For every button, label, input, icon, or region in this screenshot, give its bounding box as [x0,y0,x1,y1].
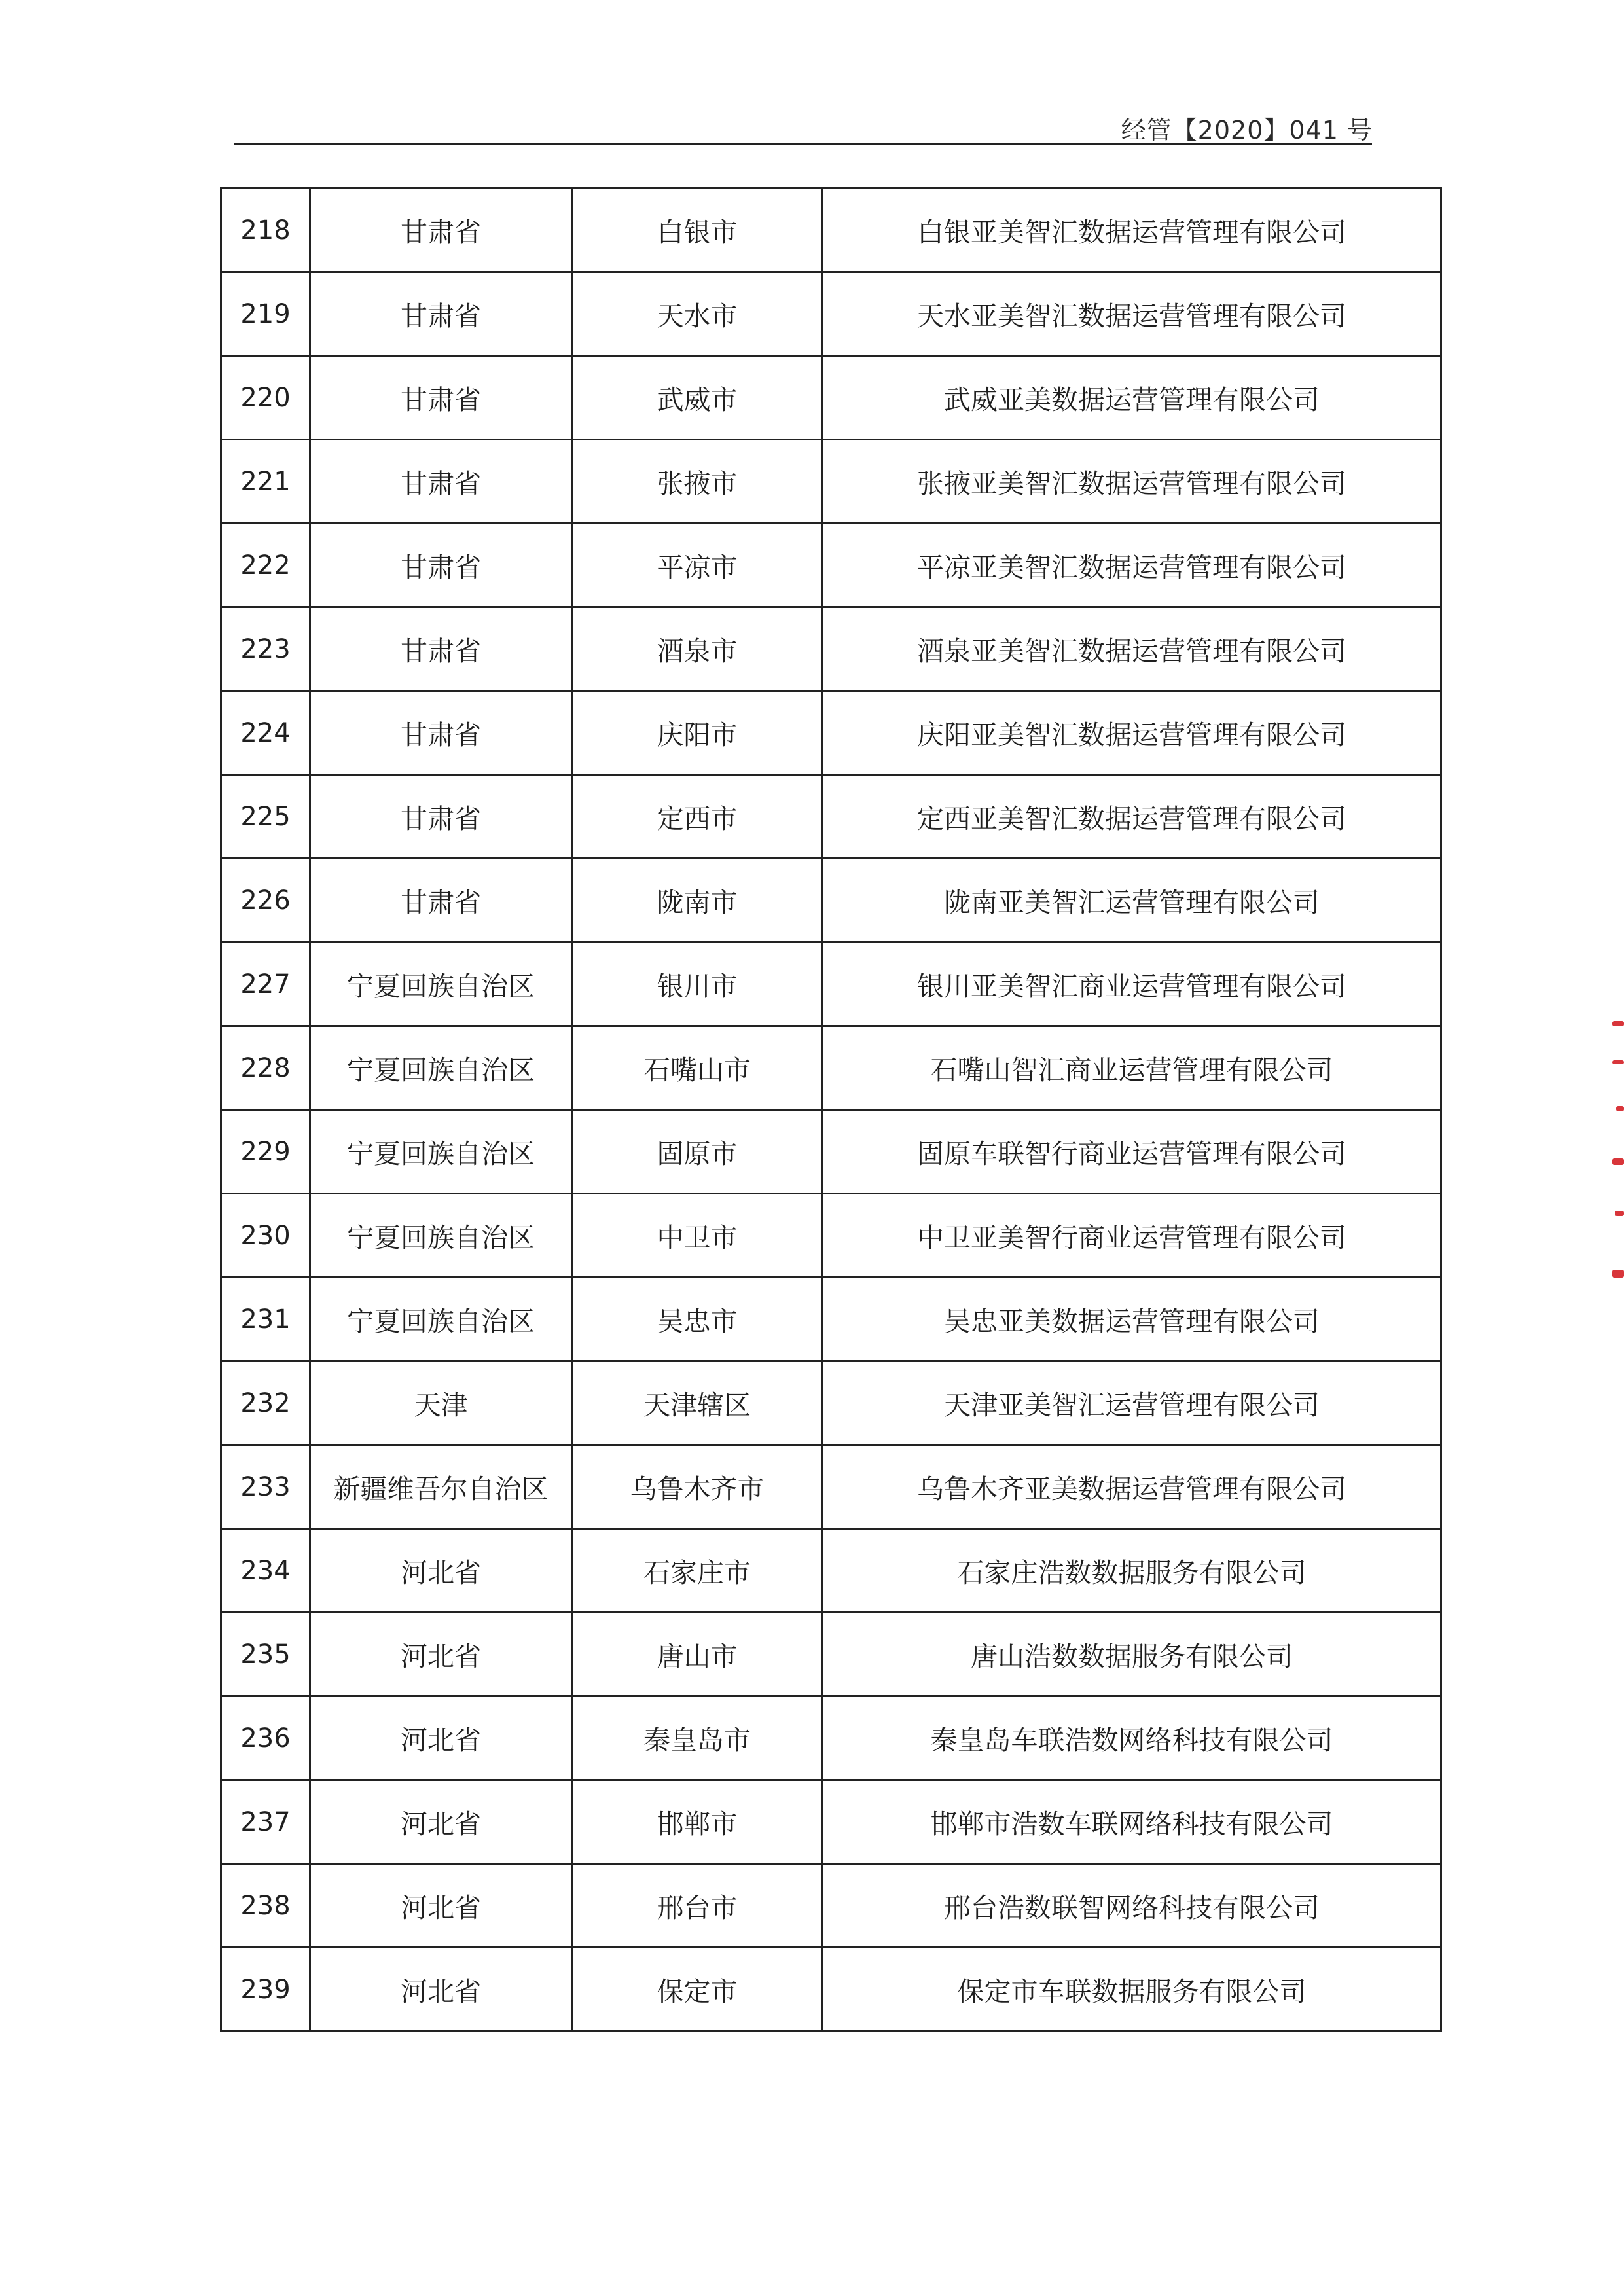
row-number-cell: 227 [221,942,310,1026]
city-cell: 酒泉市 [572,607,823,691]
province-cell: 新疆维吾尔自治区 [310,1445,572,1529]
province-cell: 河北省 [310,1864,572,1948]
company-name-cell: 酒泉亚美智汇数据运营管理有限公司 [823,607,1441,691]
city-cell: 张掖市 [572,440,823,524]
row-number-cell: 220 [221,356,310,440]
row-number-cell: 226 [221,859,310,942]
city-cell: 乌鲁木齐市 [572,1445,823,1529]
province-cell: 甘肃省 [310,440,572,524]
province-cell: 河北省 [310,1696,572,1780]
company-name-cell: 天津亚美智汇运营管理有限公司 [823,1361,1441,1445]
province-cell: 天津 [310,1361,572,1445]
province-cell: 河北省 [310,1780,572,1864]
province-cell: 河北省 [310,1613,572,1696]
city-cell: 唐山市 [572,1613,823,1696]
province-cell: 宁夏回族自治区 [310,1194,572,1278]
city-cell: 中卫市 [572,1194,823,1278]
company-name-cell: 乌鲁木齐亚美数据运营管理有限公司 [823,1445,1441,1529]
city-cell: 天津辖区 [572,1361,823,1445]
company-name-cell: 固原车联智行商业运营管理有限公司 [823,1110,1441,1194]
company-name-cell: 平凉亚美智汇数据运营管理有限公司 [823,524,1441,607]
city-cell: 平凉市 [572,524,823,607]
document-reference-number: 经管【2020】041 号 [1121,116,1373,145]
row-number-cell: 237 [221,1780,310,1864]
province-cell: 宁夏回族自治区 [310,1278,572,1361]
table-row [221,859,1441,942]
province-cell: 甘肃省 [310,188,572,272]
province-cell: 甘肃省 [310,356,572,440]
city-cell: 保定市 [572,1948,823,2032]
table-row [221,607,1441,691]
row-number-cell: 219 [221,272,310,356]
company-name-cell: 邯郸市浩数车联网络科技有限公司 [823,1780,1441,1864]
province-cell: 宁夏回族自治区 [310,1026,572,1110]
province-cell: 甘肃省 [310,524,572,607]
company-name-cell: 天水亚美智汇数据运营管理有限公司 [823,272,1441,356]
company-name-cell: 陇南亚美智汇运营管理有限公司 [823,859,1441,942]
table-row [221,524,1441,607]
company-name-cell: 石家庄浩数数据服务有限公司 [823,1529,1441,1613]
city-cell: 秦皇岛市 [572,1696,823,1780]
city-cell: 吴忠市 [572,1278,823,1361]
city-cell: 定西市 [572,775,823,859]
table-row [221,356,1441,440]
city-cell: 石嘴山市 [572,1026,823,1110]
row-number-cell: 222 [221,524,310,607]
company-name-cell: 石嘴山智汇商业运营管理有限公司 [823,1026,1441,1110]
row-number-cell: 235 [221,1613,310,1696]
seal-stamp-edge [1610,1008,1624,1322]
province-cell: 河北省 [310,1948,572,2032]
table-row [221,691,1441,775]
row-number-cell: 236 [221,1696,310,1780]
table-row [221,1613,1441,1696]
table-row [221,1529,1441,1613]
province-cell: 甘肃省 [310,607,572,691]
table-row [221,1864,1441,1948]
row-number-cell: 234 [221,1529,310,1613]
table-row [221,775,1441,859]
province-cell: 河北省 [310,1529,572,1613]
city-cell: 石家庄市 [572,1529,823,1613]
company-name-cell: 武威亚美数据运营管理有限公司 [823,356,1441,440]
table-row [221,1110,1441,1194]
row-number-cell: 230 [221,1194,310,1278]
table-row [221,272,1441,356]
table-row [221,1948,1441,2032]
city-cell: 天水市 [572,272,823,356]
city-cell: 邢台市 [572,1864,823,1948]
row-number-cell: 223 [221,607,310,691]
company-name-cell: 银川亚美智汇商业运营管理有限公司 [823,942,1441,1026]
city-cell: 陇南市 [572,859,823,942]
city-cell: 庆阳市 [572,691,823,775]
company-name-cell: 唐山浩数数据服务有限公司 [823,1613,1441,1696]
table-row [221,1194,1441,1278]
row-number-cell: 232 [221,1361,310,1445]
province-cell: 甘肃省 [310,272,572,356]
company-name-cell: 秦皇岛车联浩数网络科技有限公司 [823,1696,1441,1780]
row-number-cell: 231 [221,1278,310,1361]
table-row [221,1780,1441,1864]
city-cell: 银川市 [572,942,823,1026]
province-cell: 甘肃省 [310,859,572,942]
city-cell: 邯郸市 [572,1780,823,1864]
company-name-cell: 中卫亚美智行商业运营管理有限公司 [823,1194,1441,1278]
company-name-cell: 吴忠亚美数据运营管理有限公司 [823,1278,1441,1361]
company-name-cell: 白银亚美智汇数据运营管理有限公司 [823,188,1441,272]
table-row [221,1361,1441,1445]
company-name-cell: 保定市车联数据服务有限公司 [823,1948,1441,2032]
company-name-cell: 邢台浩数联智网络科技有限公司 [823,1864,1441,1948]
table-row [221,1696,1441,1780]
company-name-cell: 庆阳亚美智汇数据运营管理有限公司 [823,691,1441,775]
table-body [221,188,1441,2032]
province-cell: 宁夏回族自治区 [310,942,572,1026]
city-cell: 固原市 [572,1110,823,1194]
header-divider [234,143,1372,145]
table-row [221,1445,1441,1529]
province-cell: 宁夏回族自治区 [310,1110,572,1194]
province-cell: 甘肃省 [310,691,572,775]
company-name-cell: 定西亚美智汇数据运营管理有限公司 [823,775,1441,859]
row-number-cell: 218 [221,188,310,272]
city-cell: 武威市 [572,356,823,440]
province-cell: 甘肃省 [310,775,572,859]
row-number-cell: 221 [221,440,310,524]
city-cell: 白银市 [572,188,823,272]
company-list-table [220,187,1442,2032]
row-number-cell: 239 [221,1948,310,2032]
table-row [221,1278,1441,1361]
company-name-cell: 张掖亚美智汇数据运营管理有限公司 [823,440,1441,524]
row-number-cell: 224 [221,691,310,775]
row-number-cell: 238 [221,1864,310,1948]
row-number-cell: 233 [221,1445,310,1529]
table-row [221,942,1441,1026]
table-row [221,1026,1441,1110]
row-number-cell: 229 [221,1110,310,1194]
table-row [221,440,1441,524]
row-number-cell: 225 [221,775,310,859]
table-row [221,188,1441,272]
row-number-cell: 228 [221,1026,310,1110]
